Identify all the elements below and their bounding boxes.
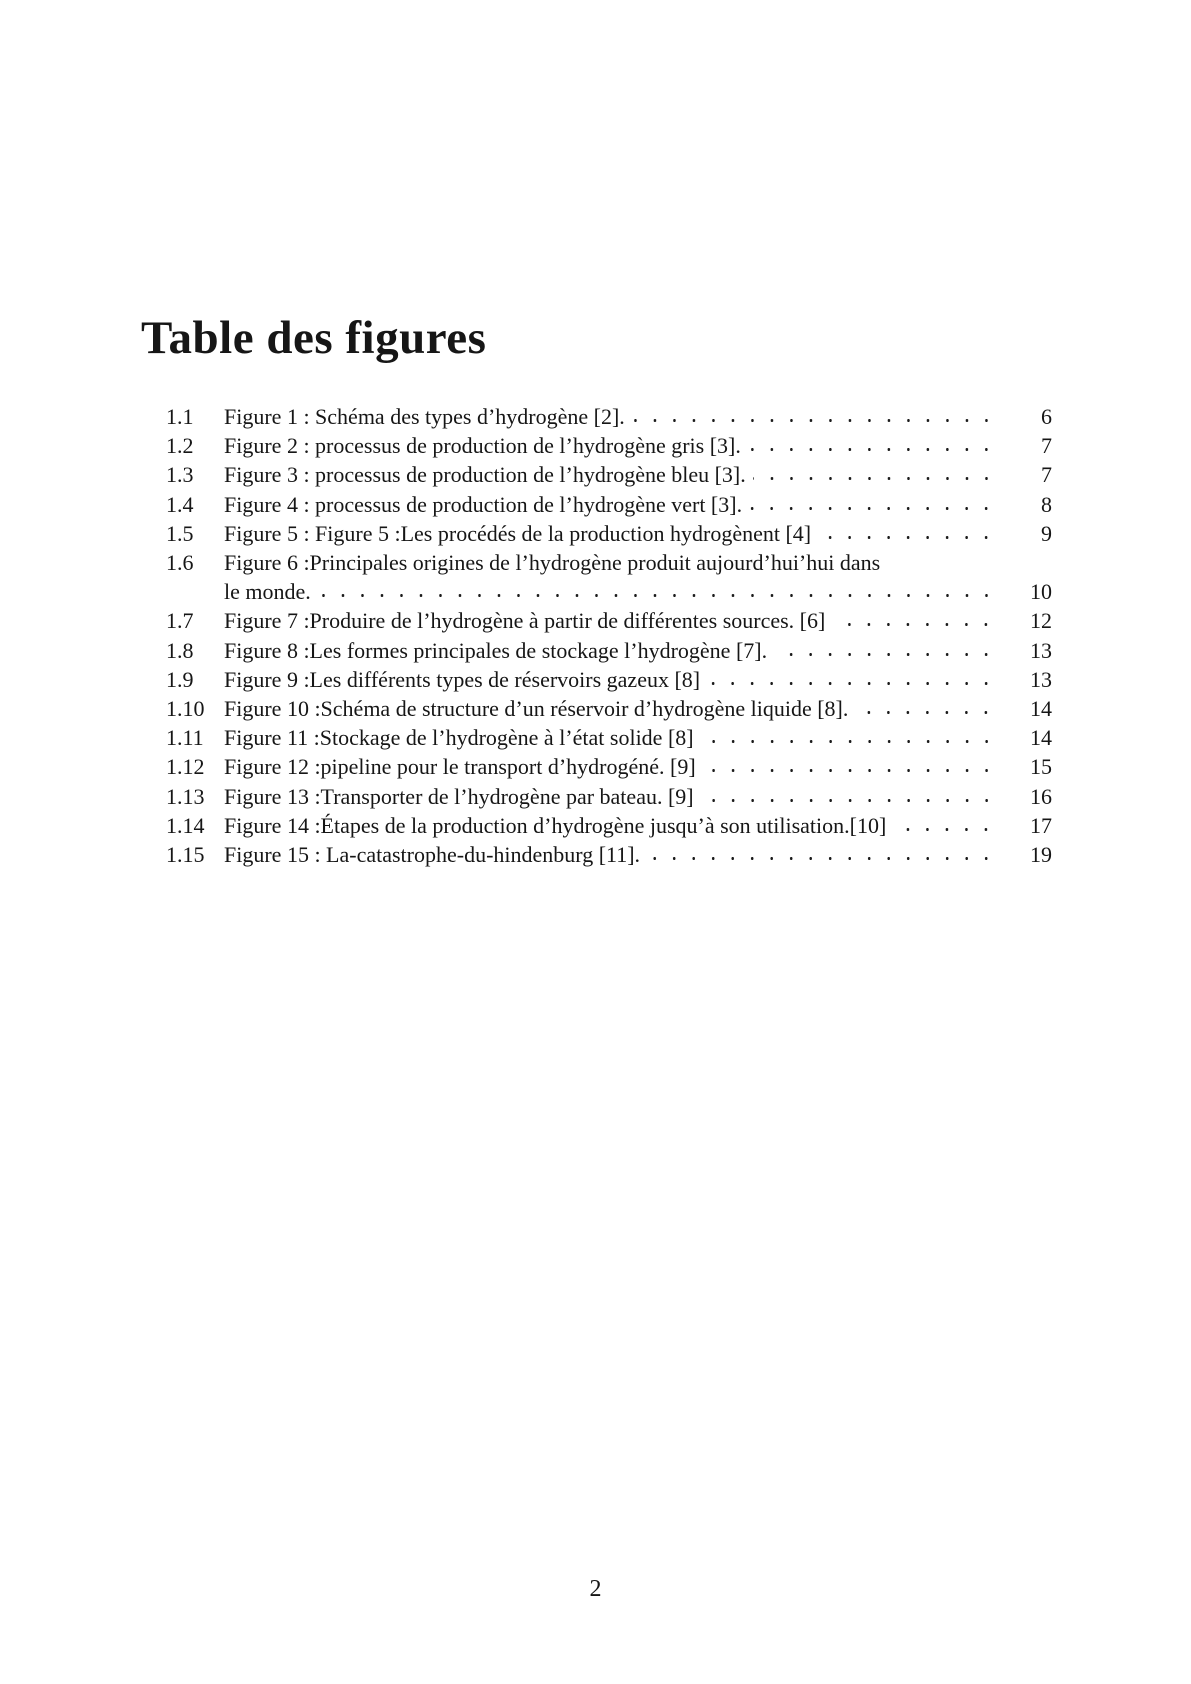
- toc-entry-page: 9: [1041, 520, 1052, 546]
- toc-entry-1-13: [166, 782, 1052, 811]
- toc-entry-number: 1.11: [166, 725, 204, 751]
- toc-entry-1-11: [166, 723, 1052, 752]
- toc-entry-1-5: [166, 519, 1052, 548]
- toc-entry-title: Figure 15 : La-catastrophe-du-hindenburg [11].: [224, 842, 641, 868]
- toc-entry-number: 1.8: [166, 637, 194, 663]
- toc-entry-number: 1.4: [166, 491, 194, 517]
- dot-leader: [318, 594, 996, 599]
- dot-leader: [707, 682, 996, 687]
- toc-entry-page: 16: [1030, 783, 1052, 809]
- toc-entry-1-3: [166, 460, 1052, 489]
- dot-leader: [701, 740, 996, 745]
- toc-entry-page: 13: [1030, 666, 1052, 692]
- toc-entry-page: 10: [1030, 579, 1052, 605]
- toc-entry-1-6-line-1: [166, 548, 1052, 577]
- toc-entry-title: Figure 13 :Transporter de l’hydrogène par bateau. [9]: [224, 783, 694, 809]
- toc-entry-page: 15: [1030, 754, 1052, 780]
- toc-entry-title: Figure 2 : processus de production de l’hydrogène gris [3].: [224, 433, 741, 459]
- dot-leader: [647, 857, 996, 862]
- toc-entry-number: 1.9: [166, 666, 194, 692]
- toc-entry-page: 13: [1030, 637, 1052, 663]
- toc-entry-title: Figure 11 :Stockage de l’hydrogène à l’état solide [8]: [224, 725, 694, 751]
- toc-entry-title: Figure 1 : Schéma des types d’hydrogène [2].: [224, 404, 625, 429]
- toc-entry-page: 12: [1030, 608, 1052, 634]
- toc-entry-number: 1.2: [166, 433, 194, 459]
- toc-entry-number: 1.6: [166, 550, 194, 576]
- toc-entry-1-1: [166, 402, 1052, 431]
- toc-entry-number: 1.5: [166, 520, 194, 546]
- toc-entry-1-12: [166, 752, 1052, 781]
- toc-entry-page: 8: [1041, 491, 1052, 517]
- dot-leader: [703, 769, 996, 774]
- toc-entry-1-2: [166, 431, 1052, 460]
- toc-entry-title: Figure 4 : processus de production de l’hydrogène vert [3].: [224, 491, 743, 517]
- toc-entry-title-continuation: le monde.: [224, 579, 311, 605]
- toc-entry-number: 1.10: [166, 696, 205, 722]
- dot-leader: [748, 448, 996, 453]
- toc-entry-page: 19: [1030, 842, 1052, 868]
- footer-page-number: 2: [589, 1576, 602, 1602]
- toc-entry-1-9: [166, 665, 1052, 694]
- toc-entry-number: 1.1: [166, 404, 194, 429]
- dot-leader: [753, 477, 996, 482]
- toc-entry-number: 1.3: [166, 462, 194, 488]
- dot-leader: [818, 536, 996, 541]
- toc-entry-title: Figure 3 : processus de production de l’hydrogène bleu [3].: [224, 462, 746, 488]
- toc-entry-title: Figure 6 :Principales origines de l’hydrogène produit aujourd’hui’hui dans: [224, 550, 881, 576]
- dot-leader: [832, 623, 996, 628]
- list-of-figures: [166, 402, 1052, 869]
- toc-entry-1-4: [166, 490, 1052, 519]
- toc-entry-title: Figure 12 :pipeline pour le transport d’hydrogéné. [9]: [224, 754, 696, 780]
- toc-entry-title: Figure 7 :Produire de l’hydrogène à partir de différentes sources. [6]: [224, 608, 826, 634]
- toc-entry-1-8: [166, 636, 1052, 665]
- dot-leader: [893, 828, 996, 833]
- toc-entry-page: 17: [1030, 812, 1052, 838]
- toc-entry-1-10: [166, 694, 1052, 723]
- toc-entry-number: 1.13: [166, 783, 205, 809]
- page-title: Table des figures: [141, 312, 487, 365]
- toc-entry-number: 1.15: [166, 842, 205, 868]
- toc-entry-page: 14: [1030, 696, 1052, 722]
- dot-leader: [774, 653, 996, 658]
- toc-entry-title: Figure 10 :Schéma de structure d’un réservoir d’hydrogène liquide [8].: [224, 696, 849, 722]
- toc-entry-title: Figure 8 :Les formes principales de stockage l’hydrogène [7].: [224, 637, 768, 663]
- toc-entry-page: 14: [1030, 725, 1052, 751]
- dot-leader: [632, 419, 996, 424]
- dot-leader: [701, 799, 996, 804]
- toc-entry-title: Figure 5 : Figure 5 :Les procédés de la production hydrogènent [4]: [224, 520, 812, 546]
- toc-entry-1-6-line-2: [166, 577, 1052, 606]
- toc-entry-page: 7: [1041, 433, 1052, 459]
- toc-entry-page: 6: [1041, 404, 1052, 429]
- toc-entry-title: Figure 9 :Les différents types de réservoirs gazeux [8]: [224, 666, 701, 692]
- toc-entry-1-15: [166, 840, 1052, 869]
- dot-leader: [855, 711, 996, 716]
- toc-entry-number: 1.12: [166, 754, 205, 780]
- dot-leader: [749, 507, 996, 512]
- toc-entry-1-14: [166, 811, 1052, 840]
- toc-entry-1-7: [166, 606, 1052, 635]
- toc-entry-number: 1.7: [166, 608, 194, 634]
- toc-entry-number: 1.14: [166, 812, 205, 838]
- toc-entry-page: 7: [1041, 462, 1052, 488]
- toc-entry-title: Figure 14 :Étapes de la production d’hydrogène jusqu’à son utilisation.[10]: [224, 812, 887, 838]
